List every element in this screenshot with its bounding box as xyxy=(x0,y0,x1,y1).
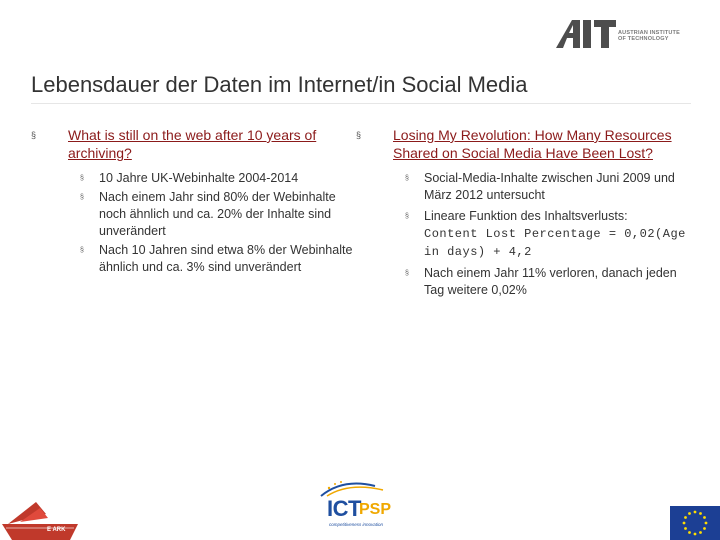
list-item-text: Nach einem Jahr 11% verloren, danach jeden Tag weitere 0,02% xyxy=(424,266,677,297)
eu-stars-icon xyxy=(670,506,720,540)
left-column xyxy=(31,126,361,278)
swoosh-icon xyxy=(313,478,395,498)
right-sub-list xyxy=(356,170,686,299)
ict-text: ICT xyxy=(327,496,361,521)
right-heading-link[interactable]: Losing My Revolution: How Many Resources Shared on Social Media Have Been Lost? xyxy=(393,127,672,161)
ait-logo-mark xyxy=(556,20,618,48)
bullet-icon: § xyxy=(405,270,409,277)
left-heading-item xyxy=(31,126,361,162)
list-item-text: 10 Jahre UK-Webinhalte 2004-2014 xyxy=(99,171,299,185)
ship-icon xyxy=(0,494,80,540)
ait-logo xyxy=(556,20,680,48)
list-item xyxy=(68,242,361,276)
title-divider xyxy=(31,103,691,104)
ship-logo-text: E ARK xyxy=(47,527,66,533)
bullet-icon: § xyxy=(80,194,84,201)
list-item-text: Lineare Funktion des Inhaltsverlusts: xyxy=(424,209,628,223)
bullet-icon: § xyxy=(80,175,84,182)
list-item-text: Nach einem Jahr sind 80% der Webinhalte noch ähnlich und ca. 20% der Inhalte sind unverändert xyxy=(99,190,336,238)
list-item-text: Social-Media-Inhalte zwischen Juni 2009 und März 2012 untersucht xyxy=(424,171,675,202)
psp-text: PSP xyxy=(359,501,392,518)
left-heading-link[interactable]: What is still on the web after 10 years of archiving? xyxy=(68,127,317,161)
bullet-icon: § xyxy=(405,213,409,220)
list-item xyxy=(68,170,361,187)
slide-title: Lebensdauer der Daten im Internet/in Social Media xyxy=(31,72,528,97)
list-item xyxy=(393,208,686,261)
ait-logo-subtext: AUSTRIAN INSTITUTE OF TECHNOLOGY xyxy=(618,30,680,42)
right-heading-item xyxy=(356,126,686,162)
bullet-icon: § xyxy=(31,130,37,140)
left-sub-list xyxy=(31,170,361,276)
right-column xyxy=(356,126,686,301)
bullet-icon: § xyxy=(80,247,84,254)
eu-flag-logo xyxy=(670,506,720,540)
list-item xyxy=(393,170,686,204)
list-item xyxy=(68,189,361,240)
bullet-icon: § xyxy=(405,175,409,182)
list-item-text: Nach 10 Jahren sind etwa 8% der Webinhalte ähnlich und ca. 3% sind unverändert xyxy=(99,243,353,274)
formula-text: Content Lost Percentage = 0,02(Age in days) + 4,2 xyxy=(424,227,686,259)
bullet-icon: § xyxy=(356,130,362,140)
list-item xyxy=(393,265,686,299)
eark-ship-logo xyxy=(0,494,80,540)
ict-tagline: competitiveness innovation xyxy=(329,522,384,527)
ictpsp-logo xyxy=(313,478,395,534)
